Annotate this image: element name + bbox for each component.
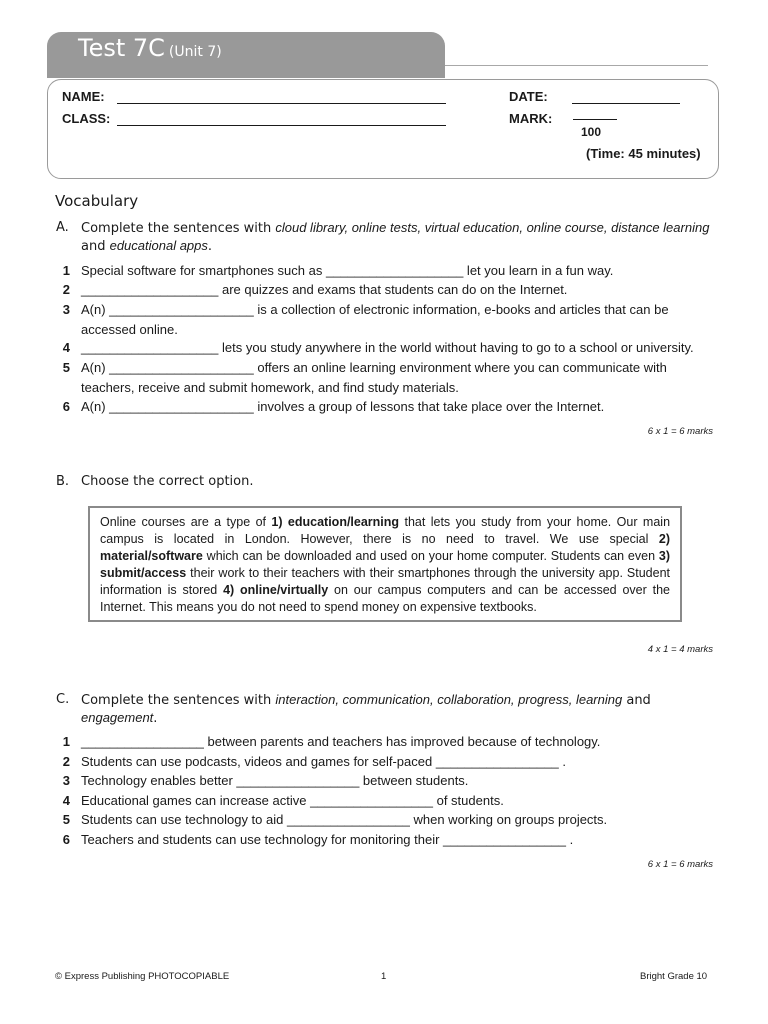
section-b-instruction (56, 473, 736, 491)
question-number: 2 (62, 282, 70, 297)
section-c-word-list: interaction, communication, collaboration, progress, learning (275, 692, 623, 707)
date-label: DATE: (509, 89, 548, 104)
mark-total: 100 (581, 125, 602, 139)
passage-text: on our campus computers and can be accessed over the Internet. This means you do not need to spend money on expensive textbooks. (100, 583, 670, 614)
question-text: ___________________ lets you study anywhere in the world without having to go to a school or university. (81, 340, 694, 355)
question-row (56, 830, 736, 849)
section-a-instr-plain1: Complete the sentences with (81, 221, 276, 236)
section-b-instruction-text: Choose the correct option. (81, 474, 254, 489)
footer-page-number: 1 (381, 971, 387, 982)
section-a-instr-plain2: and (81, 239, 110, 254)
question-row (56, 358, 736, 397)
test-title (78, 34, 222, 62)
question-text: Students can use technology to aid _________________ when working on groups projects. (81, 812, 608, 827)
question-number: 5 (62, 812, 70, 827)
question-text: A(n) ____________________ offers an online learning environment where you can communicate with teachers, receive and submit homework, and find study materials. (81, 360, 667, 395)
question-row (56, 771, 736, 790)
section-c-instr-plain2: and (622, 693, 651, 708)
section-a-instruction-text (81, 219, 721, 255)
name-label: NAME: (62, 89, 105, 104)
header-rule (445, 65, 708, 66)
section-b-marks: 4 x 1 = 4 marks (647, 644, 713, 655)
question-number: 1 (62, 734, 70, 749)
question-number: 6 (62, 832, 70, 847)
student-info-box (47, 79, 719, 179)
passage-text: which can be downloaded and used on your home computer. Students can even (202, 549, 659, 563)
question-row (56, 732, 736, 751)
section-title: Vocabulary (55, 192, 139, 210)
section-c-marks: 6 x 1 = 6 marks (647, 859, 713, 870)
unit-subtitle: (Unit 7) (168, 44, 222, 60)
class-field[interactable] (117, 125, 446, 126)
option-4[interactable]: 4) online/virtually (223, 583, 329, 597)
date-field[interactable] (572, 103, 680, 104)
section-c-instr-plain1: Complete the sentences with (81, 693, 276, 708)
question-number: 1 (62, 263, 70, 278)
section-c-instruction-text (81, 691, 671, 727)
section-a-marks: 6 x 1 = 6 marks (647, 426, 713, 437)
question-row (56, 791, 736, 810)
section-a-letter: A. (56, 220, 69, 235)
question-text: Special software for smartphones such as ___________________ let you learn in a fun way. (81, 263, 614, 278)
question-row (56, 300, 736, 339)
section-c-letter: C. (56, 692, 70, 707)
option-1[interactable]: 1) education/learning (271, 515, 400, 529)
passage-text: Online courses are a type of (100, 515, 272, 529)
question-number: 2 (62, 754, 70, 769)
reading-passage (88, 506, 682, 622)
question-row (56, 338, 736, 357)
test-title-text: Test 7C (78, 34, 165, 62)
class-label: CLASS: (62, 111, 111, 126)
option-3[interactable]: 3) submit/access (100, 549, 670, 580)
name-field[interactable] (117, 103, 446, 104)
passage-text: their work to their teachers with their smartphones through the university app. Student information is stored (100, 566, 670, 597)
section-a-word-list: cloud library, online tests, virtual education, online course, distance learning (275, 220, 710, 235)
question-number: 6 (62, 399, 70, 414)
question-text: Technology enables better _________________ between students. (81, 773, 469, 788)
question-number: 5 (62, 360, 70, 375)
question-text: ___________________ are quizzes and exams that students can do on the Internet. (81, 282, 568, 297)
section-b-letter: B. (56, 474, 70, 489)
section-c-word-last: engagement (81, 710, 154, 725)
question-text: Teachers and students can use technology for monitoring their _________________ . (81, 832, 574, 847)
question-text: A(n) ____________________ involves a group of lessons that take place over the Internet. (81, 399, 605, 414)
passage-text: that lets you study from your home. Our main campus is located in London. However, there is no need to travel. We use special (100, 515, 671, 546)
question-number: 4 (62, 340, 70, 355)
mark-label: MARK: (509, 111, 553, 126)
section-a-instr-end: . (207, 239, 213, 254)
question-row (56, 752, 736, 771)
question-number: 3 (62, 773, 70, 788)
section-a-word-last: educational apps (109, 238, 208, 253)
question-text: A(n) ____________________ is a collection of electronic information, e-books and articles that can be accessed online. (81, 302, 669, 337)
question-row (56, 397, 736, 416)
question-text: _________________ between parents and teachers has improved because of technology. (81, 734, 601, 749)
question-text: Students can use podcasts, videos and games for self-paced _________________ . (81, 754, 566, 769)
question-row (56, 261, 736, 280)
question-row (56, 280, 736, 299)
question-number: 4 (62, 793, 70, 808)
time-limit: (Time: 45 minutes) (586, 146, 701, 161)
question-row (56, 810, 736, 829)
option-2[interactable]: 2) material/software (100, 532, 670, 563)
question-text: Educational games can increase active _________________ of students. (81, 793, 504, 808)
footer-book-title: Bright Grade 10 (640, 971, 708, 982)
footer-copyright: © Express Publishing PHOTOCOPIABLE (55, 971, 230, 982)
question-number: 3 (62, 302, 70, 317)
mark-field[interactable] (573, 119, 617, 120)
section-c-instruction (56, 691, 736, 727)
section-c-instr-end: . (153, 711, 158, 726)
section-a-instruction (56, 219, 736, 255)
